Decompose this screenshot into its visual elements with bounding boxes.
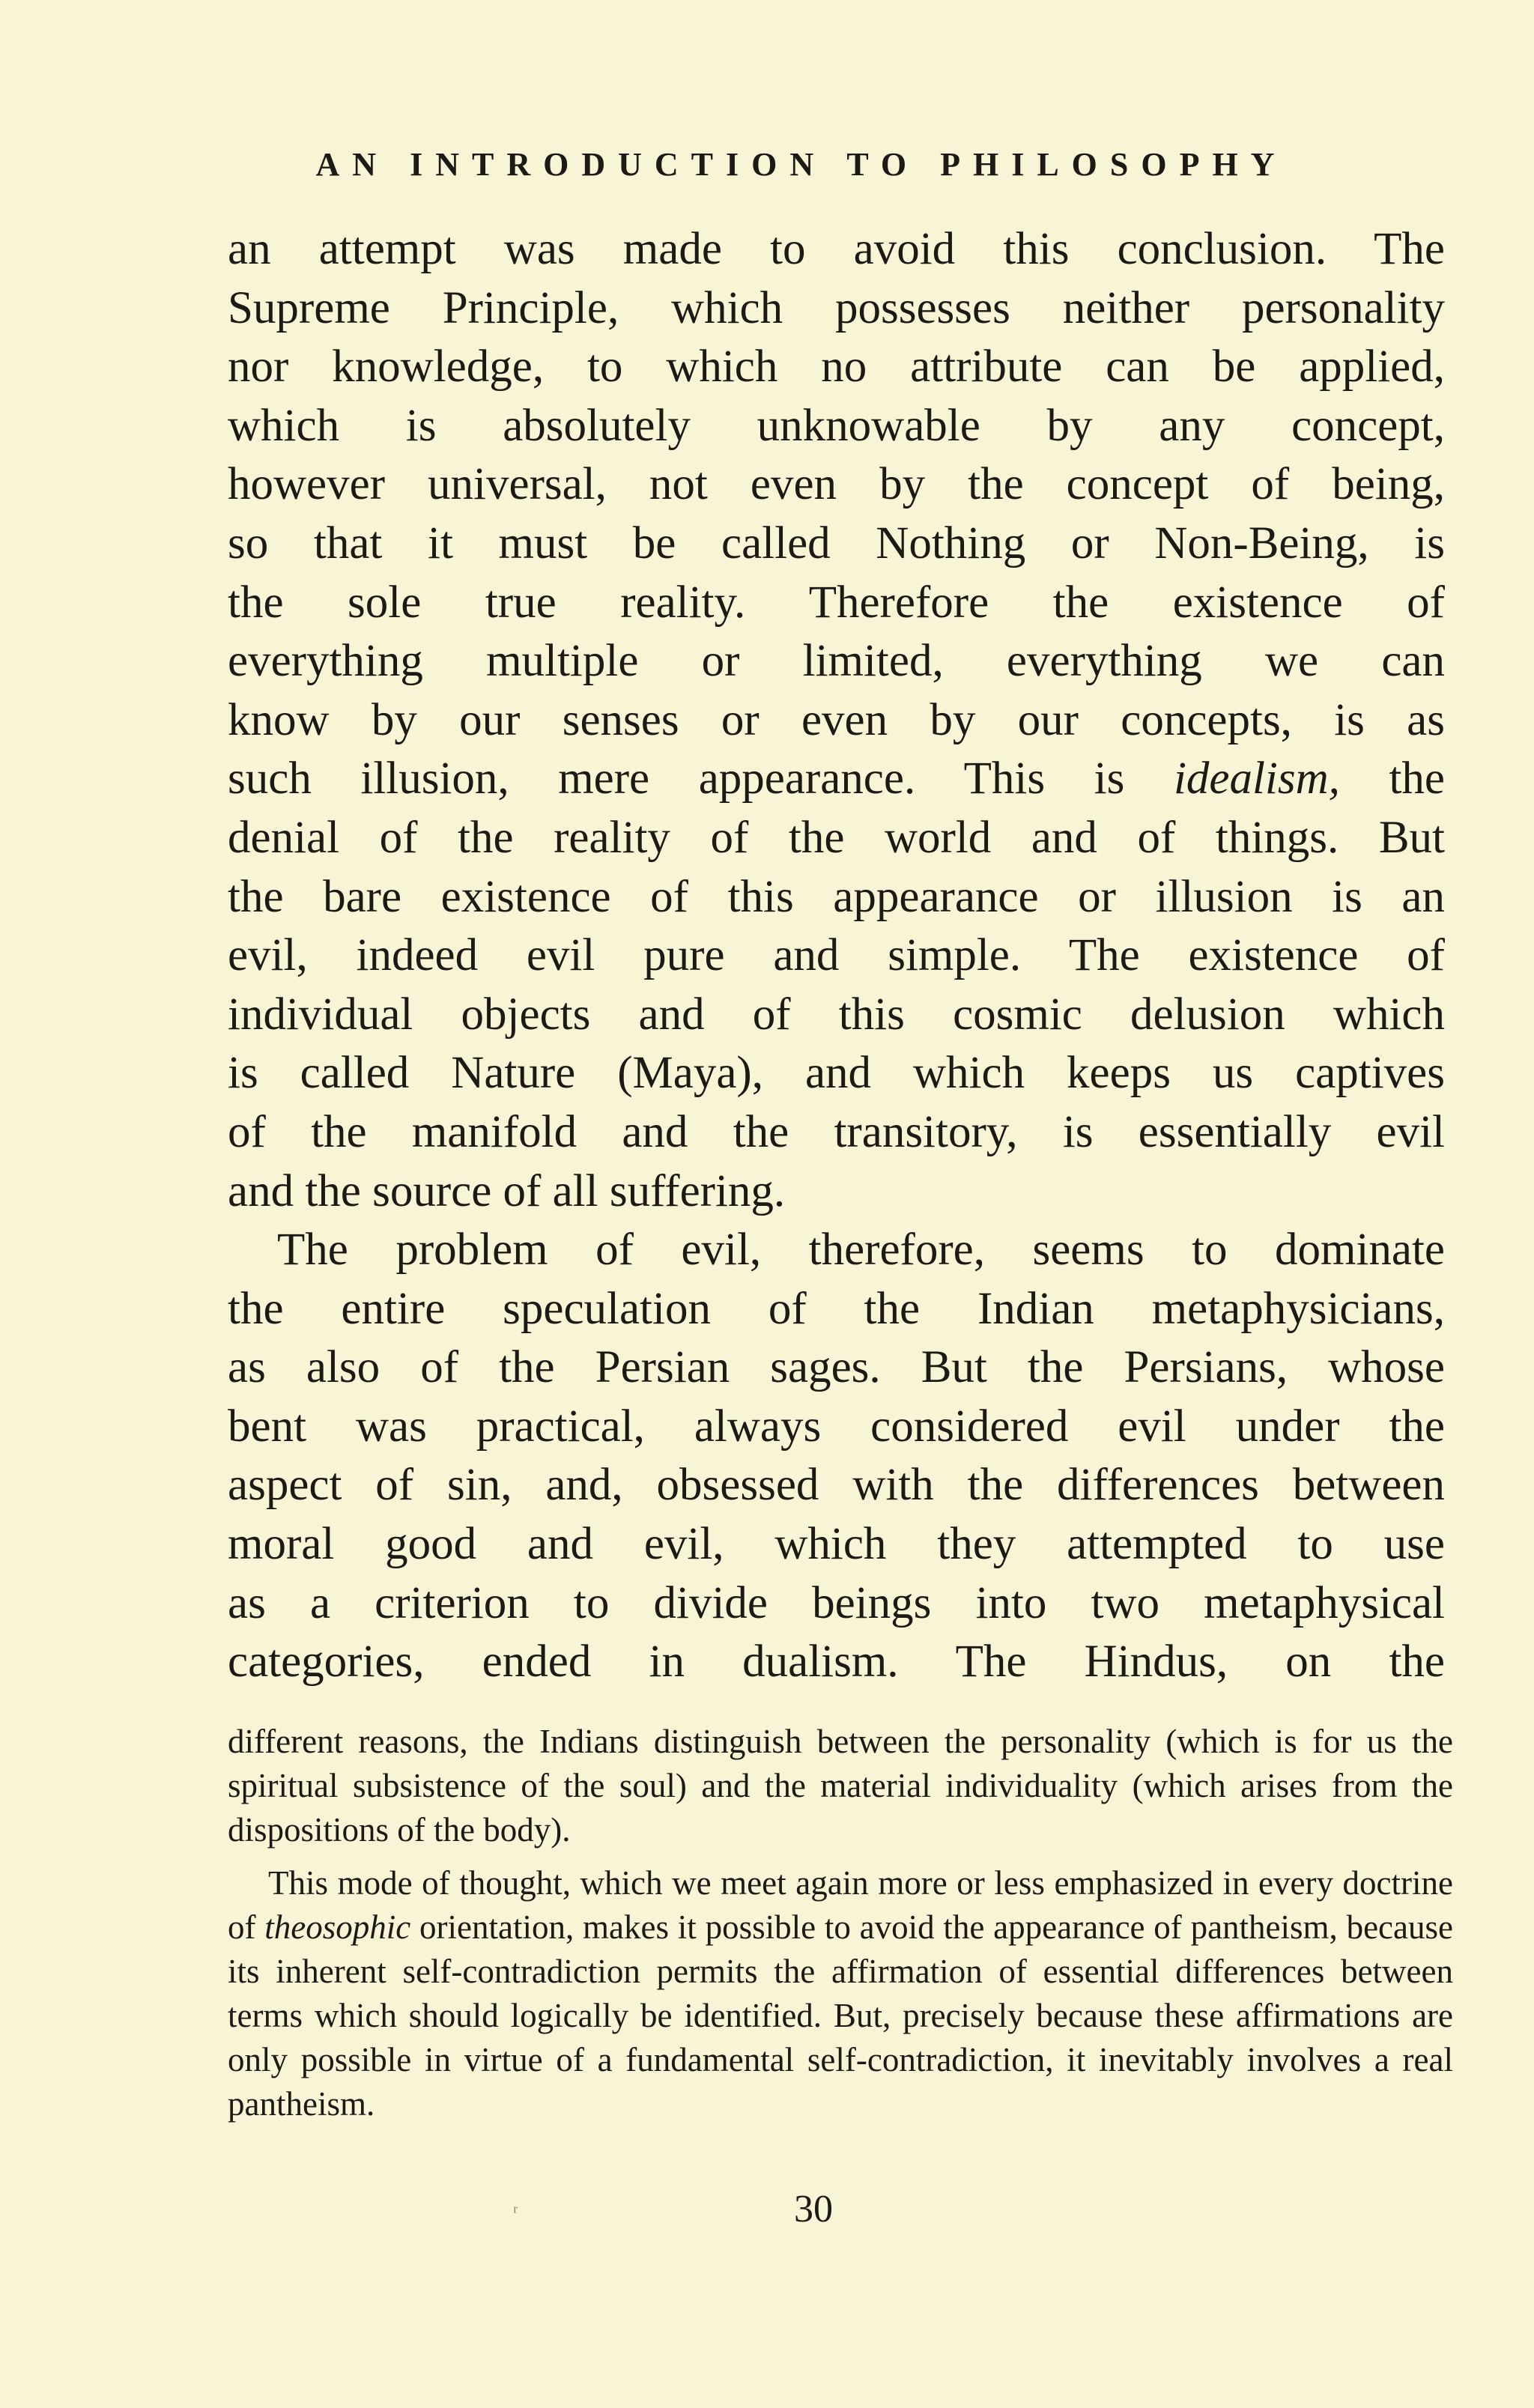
italic-term: idealism, bbox=[1173, 753, 1340, 804]
footnote-continuation: different reasons, the Indians distinguish between the personality (which is for us the spiritual subsistence of the soul) and the material individuality (which arises from the dispositions of the body). bbox=[228, 1723, 1453, 1849]
text-line: so that it must be called Nothing or Non-Being, is bbox=[228, 518, 1445, 568]
text-line: and the source of all suffering. bbox=[228, 1165, 786, 1216]
print-speck: ʳ bbox=[513, 2201, 518, 2224]
text-segment: the bbox=[1339, 753, 1445, 804]
text-line: moral good and evil, which they attempted to use bbox=[228, 1519, 1445, 1570]
running-head: AN INTRODUCTION TO PHILOSOPHY bbox=[315, 146, 1288, 183]
footnote-text: orientation, makes it possible to avoid the appearance of pantheism, because its inherent self-contradiction permits the affirmation of essential differences between terms which should logically be identified. But, precisely because these affirmations are only possible in virtue of a fundamental self-contradiction, it inevitably involves a real pantheism. bbox=[228, 1908, 1453, 2123]
text-line bbox=[228, 750, 1445, 809]
text-line: nor knowledge, to which no attribute can be applied, bbox=[228, 342, 1445, 392]
text-line: evil, indeed evil pure and simple. The existence of bbox=[228, 930, 1445, 981]
footnote bbox=[228, 1861, 1453, 2126]
page-number: 30 bbox=[794, 2188, 833, 2230]
text-line: categories, ended in dualism. The Hindus, on the bbox=[228, 1637, 1445, 1687]
text-line: as a criterion to divide beings into two metaphysical bbox=[228, 1577, 1445, 1628]
main-text bbox=[228, 220, 1445, 1692]
text-line: the sole true reality. Therefore the existence of bbox=[228, 577, 1445, 628]
footnotes bbox=[228, 1720, 1453, 2126]
text-line: know by our senses or even by our concepts, is as bbox=[228, 694, 1445, 745]
text-segment: such illusion, mere appearance. This is bbox=[228, 753, 1174, 804]
text-line: as also of the Persian sages. But the Persians, whose bbox=[228, 1342, 1445, 1393]
text-line: everything multiple or limited, everything we can bbox=[228, 636, 1445, 687]
text-line: which is absolutely unknowable by any concept, bbox=[228, 400, 1445, 451]
text-line: of the manifold and the transitory, is essentially evil bbox=[228, 1106, 1445, 1157]
text-line: the entire speculation of the Indian metaphysicians, bbox=[228, 1283, 1445, 1334]
text-line: is called Nature (Maya), and which keeps us captives bbox=[228, 1048, 1445, 1099]
text-line: individual objects and of this cosmic delusion which bbox=[228, 989, 1445, 1040]
italic-term: theosophic bbox=[264, 1908, 411, 1946]
text-line: denial of the reality of the world and of things. But bbox=[228, 812, 1445, 863]
text-line: the bare existence of this appearance or illusion is an bbox=[228, 871, 1445, 922]
text-line: Supreme Principle, which possesses neither personality bbox=[228, 282, 1445, 333]
text-line: however universal, not even by the concept of being, bbox=[228, 459, 1445, 510]
footnote-text: This mode of thought, which we meet again more or less emphasized in every doctrine of bbox=[228, 1864, 1453, 1946]
text-line: aspect of sin, and, obsessed with the differences between bbox=[228, 1460, 1445, 1511]
text-line: bent was practical, always considered evil under the bbox=[228, 1401, 1445, 1452]
text-line: The problem of evil, therefore, seems to dominate bbox=[277, 1225, 1445, 1276]
text-line: an attempt was made to avoid this conclusion. The bbox=[228, 224, 1445, 274]
